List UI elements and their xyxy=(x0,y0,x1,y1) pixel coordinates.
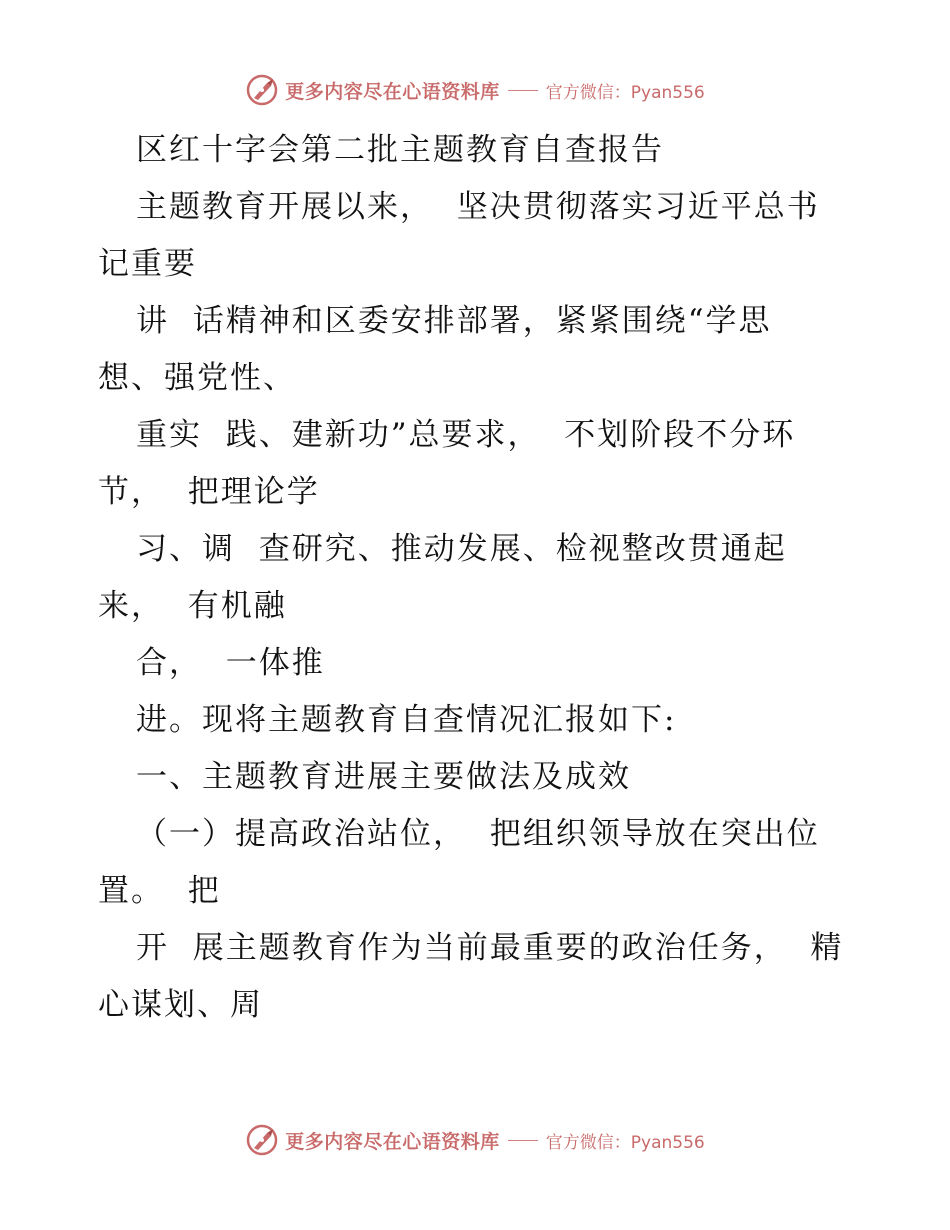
watermark-dash xyxy=(508,90,538,91)
text-line: 开 展主题教育作为当前最重要的政治任务， 精 xyxy=(136,930,844,966)
quill-pen-logo-icon xyxy=(245,1123,279,1157)
watermark-dash xyxy=(508,1140,538,1141)
footer-watermark xyxy=(0,1120,950,1160)
text-line: 置。 把 xyxy=(98,873,221,909)
text-line: 记重要 xyxy=(98,246,197,282)
text-line: 心谋划、周 xyxy=(98,987,263,1023)
watermark-main-text: 更多内容尽在心语资料库 xyxy=(285,1130,500,1153)
text-line: 节， 把理论学 xyxy=(98,474,320,510)
document-body xyxy=(98,122,858,1034)
text-line: 重实 践、建新功”总要求， 不划阶段不分环 xyxy=(136,417,796,453)
quill-pen-logo-icon xyxy=(245,73,279,107)
text-line: 主题教育开展以来， 坚决贯彻落实习近平总书 xyxy=(136,189,820,225)
text-line: 想、强党性、 xyxy=(98,360,296,396)
text-line: 讲 话精神和区委安排部署，紧紧围绕“学思 xyxy=(136,303,772,339)
text-line: 区红十字会第二批主题教育自查报告 xyxy=(136,132,664,168)
text-line: 来， 有机融 xyxy=(98,588,287,624)
header-watermark xyxy=(0,70,950,110)
watermark-main-text: 更多内容尽在心语资料库 xyxy=(285,80,500,103)
text-line: 一、主题教育进展主要做法及成效 xyxy=(136,759,631,795)
text-line: 习、调 查研究、推动发展、检视整改贯通起 xyxy=(136,531,787,567)
watermark-sub-text: 官方微信：Pyan556 xyxy=(545,1132,705,1153)
text-line: 合， 一体推 xyxy=(136,645,325,681)
watermark-sub-text: 官方微信：Pyan556 xyxy=(545,82,705,103)
text-line: （一）提高政治站位， 把组织领导放在突出位 xyxy=(136,816,820,852)
text-line: 进。现将主题教育自查情况汇报如下: xyxy=(136,702,677,738)
